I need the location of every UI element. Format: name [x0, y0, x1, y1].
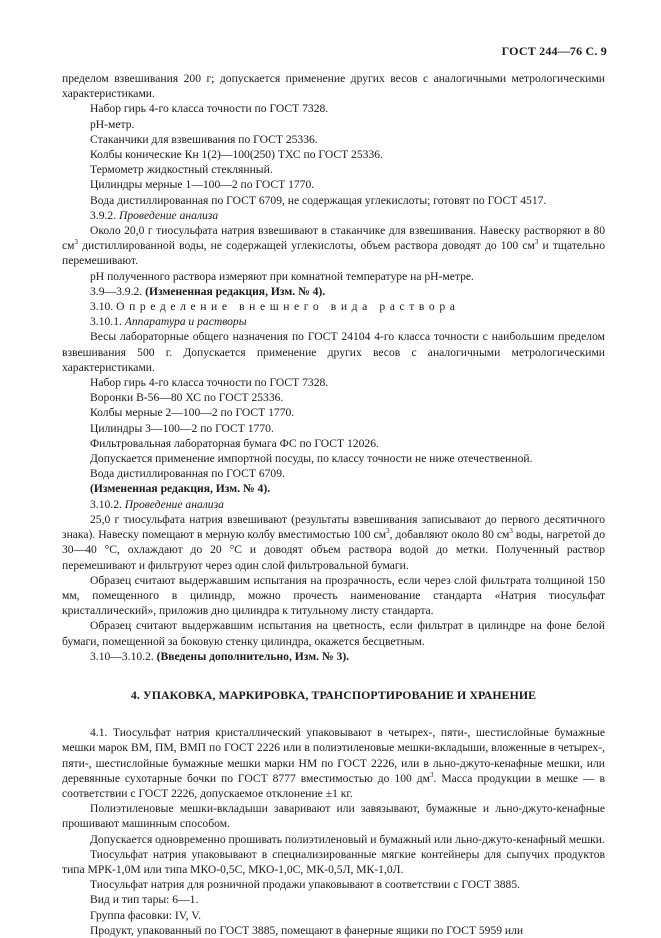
paragraph: Тиосульфат натрия для розничной продажи упаковывают в соответствии с ГОСТ 3885.: [90, 878, 521, 892]
paragraph: Допускается одновременно прошивать полиэтиленовый и бумажный или льно-джуто-кенафный мешки.: [90, 832, 605, 846]
paragraph: рН полученного раствора измеряют при комнатной температуре на рН-метре.: [90, 269, 474, 283]
clause-title-spaced: Определение внешнего вида раствора: [116, 300, 460, 314]
text-run: воды, нагретой до 30—40 °С, охлаждают до 20 °С и доводят объем раствора водой до метки. Полученный раствор перемешивают и фильтруют через один слой фильтровальной бумаги.: [62, 528, 605, 572]
amendment-text: (Введены дополнительно, Изм. № 3).: [156, 649, 350, 663]
clause-number: 3.10.1.: [90, 315, 122, 329]
clause-title: Аппаратура и растворы: [124, 315, 247, 329]
text-run: Около 20,0 г тиосульфата натрия взвешивают в стаканчике для взвешивания. Навеску растворяют в 80 см: [62, 224, 605, 253]
paragraph: Допускается применение импортной посуды, по классу точности не ниже отечественной.: [90, 452, 533, 466]
paragraph: Полиэтиленовые мешки-вкладыши заваривают или завязывают, бумажные и льно-джуто-кенафные прошивают машинным способом.: [62, 802, 605, 831]
subsection-heading: [62, 314, 605, 329]
subsection-heading: [62, 208, 605, 223]
paragraph: Колбы конические Кн 1(2)—100(250) ТХС по ГОСТ 25336.: [90, 148, 383, 162]
clause-number: 3.9—3.9.2.: [90, 284, 143, 298]
text-run: . Масса продукции в мешке — в соответствии с ГОСТ 2226, допускаемое отклонение ±1 кг.: [62, 771, 605, 800]
clause-number: 3.10.2.: [90, 497, 122, 511]
paragraph: Фильтровальная лабораторная бумага ФС по ГОСТ 12026.: [90, 436, 379, 450]
amendment-note: [62, 284, 605, 299]
paragraph: Продукт, упакованный по ГОСТ 3885, помещают в фанерные ящики по ГОСТ 5959 или: [90, 923, 524, 937]
superscript: 3: [74, 238, 78, 247]
text-run: , добавляют около 80 см: [389, 528, 510, 542]
amendment-text: (Измененная редакция, Изм. № 4).: [145, 284, 326, 298]
document-body: [62, 71, 605, 938]
paragraph: Стаканчики для взвешивания по ГОСТ 25336.: [90, 132, 318, 146]
paragraph: Образец считают выдержавшим испытания на прозрачность, если через слой фильтрата толщиной 150 мм, помещенного в цилиндр, можно прочесть наименование стандарта «Натрия тиосульфат кристаллический», приложив дно цилиндра к титульному листу стандарта.: [62, 573, 605, 618]
text-run: дистиллированной воды, не содержащей углекислоты, объем раствора доводят до 100 см: [77, 239, 535, 253]
clause-number: 3.10—3.10.2.: [90, 649, 154, 663]
superscript: 3: [386, 527, 390, 536]
text-run: и тщательно перемешивают.: [62, 239, 605, 268]
paragraph: [62, 512, 605, 573]
subsection-heading: [62, 299, 605, 314]
clause-number: 3.10.: [90, 300, 114, 314]
clause-title: Проведение анализа: [119, 208, 219, 222]
paragraph: Набор гирь 4-го класса точности по ГОСТ 7328.: [90, 376, 329, 390]
paragraph: Цилиндры 3—100—2 по ГОСТ 1770.: [90, 421, 274, 435]
paragraph: [62, 223, 605, 269]
paragraph: Вода дистиллированная по ГОСТ 6709, не содержащая углекислоты; готовят по ГОСТ 4517.: [90, 193, 547, 207]
paragraph: рН-метр.: [90, 117, 135, 131]
paragraph: Воронки В-56—80 ХС по ГОСТ 25336.: [90, 391, 284, 405]
superscript: 3: [509, 527, 513, 536]
paragraph: Образец считают выдержавшим испытания на цветность, если фильтрат в цилиндре на фоне белой бумаги, помещенной за боковую стенку цилиндра, окажется бесцветным.: [62, 619, 605, 648]
superscript: 3: [534, 238, 539, 247]
paragraph: Вода дистиллированная по ГОСТ 6709.: [90, 467, 285, 481]
clause-title: Проведение анализа: [124, 497, 224, 511]
section-heading: 4. УПАКОВКА, МАРКИРОВКА, ТРАНСПОРТИРОВАНИЕ И ХРАНЕНИЕ: [130, 687, 537, 702]
amendment-note: (Измененная редакция, Изм. № 4).: [90, 482, 271, 496]
text-run: 4.1. Тиосульфат натрия кристаллический упаковывают в четырех-, пяти-, шестислойные бумажные мешки марок ВМ, ПМ, ВМП по ГОСТ 2226 или в полиэтиленовые мешки-вкладыши, вложенные в четырех-, пяти-, шестислойные бумажные мешки марки НМ по ГОСТ 2226, или в льно-джуто-кенафные мешки, или деревянные сухотарные бочки по ГОСТ 8777 вместимостью до 100 дм: [62, 726, 605, 785]
text-run: 25,0 г тиосульфата натрия взвешивают (результаты взвешивания записывают до первого десятичного знака). Навеску помещают в мерную колбу вместимостью 100 см: [62, 512, 605, 542]
amendment-note: [62, 649, 605, 664]
subsection-heading: [62, 497, 605, 512]
paragraph: Вид и тип тары: 6—1.: [90, 893, 199, 907]
superscript: 3: [430, 770, 434, 779]
paragraph: Цилиндры мерные 1—100—2 по ГОСТ 1770.: [90, 178, 315, 192]
paragraph: Колбы мерные 2—100—2 по ГОСТ 1770.: [90, 406, 295, 420]
paragraph: Весы лабораторные общего назначения по ГОСТ 24104 4-го класса точности с наибольшим пределом взвешивания 500 г. Допускается применение других весов с аналогичными метрологическими характеристиками.: [62, 330, 605, 374]
paragraph: пределом взвешивания 200 г; допускается применение других весов с аналогичными метрологическими характеристиками.: [62, 72, 605, 101]
clause-number: 3.9.2.: [90, 208, 117, 222]
paragraph: Тиосульфат натрия упаковывают в специализированные мягкие контейнеры для сыпучих продуктов типа МРК-1,0М или типа МКО-0,5С, МКО-1,0С, МК-0,5Л, МК-1,0Л.: [62, 847, 605, 876]
paragraph: [62, 725, 605, 801]
page-header: ГОСТ 244—76 С. 9: [501, 44, 607, 58]
paragraph: Термометр жидкостный стеклянный.: [90, 163, 273, 177]
paragraph: Группа фасовки: IV, V.: [90, 908, 201, 922]
paragraph: Набор гирь 4-го класса точности по ГОСТ 7328.: [90, 102, 329, 116]
